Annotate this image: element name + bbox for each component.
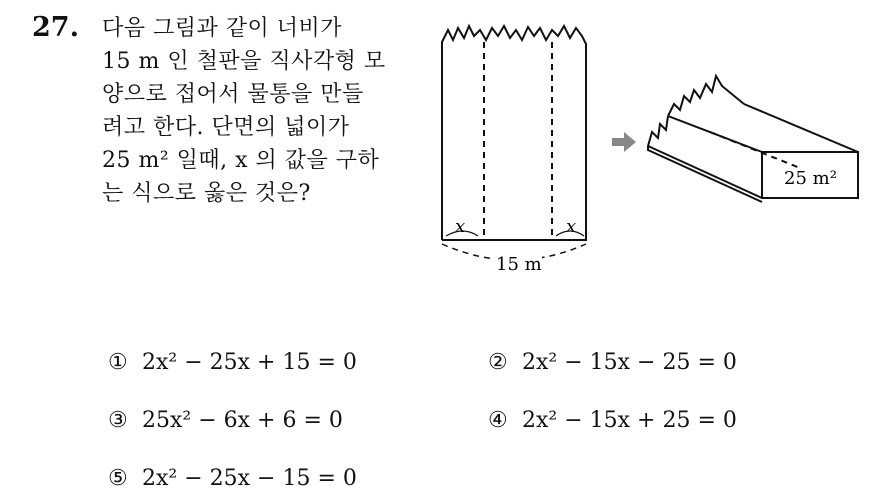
choice-equation: 2x² − 15x − 25 = 0	[522, 350, 737, 375]
choice-mark: ④	[488, 408, 508, 433]
question-line: 25 m² 일때, x 의 값을 구하	[102, 148, 380, 173]
question-line: 다음 그림과 같이 너비가	[102, 16, 343, 41]
choice-mark: ③	[108, 408, 128, 433]
choice-equation: 2x² − 25x − 15 = 0	[142, 466, 357, 491]
x-label-right: x	[566, 216, 577, 237]
choice-1[interactable]	[108, 350, 357, 375]
question-line: 는 식으로 옳은 것은?	[102, 181, 311, 206]
choice-equation: 25x² − 6x + 6 = 0	[142, 408, 343, 433]
area-label: 25 m²	[784, 168, 837, 189]
question-line: 15 m 인 철판을 직사각형 모	[102, 49, 386, 74]
choice-equation: 2x² − 15x + 25 = 0	[522, 408, 737, 433]
choice-mark: ②	[488, 350, 508, 375]
question-line: 양으로 접어서 물통을 만들	[102, 82, 364, 107]
question-number: 27.	[32, 12, 79, 43]
choice-mark: ⑤	[108, 466, 128, 491]
choice-3[interactable]	[108, 408, 343, 433]
width-label: 15 m	[496, 254, 542, 275]
question-line: 려고 한다. 단면의 넓이가	[102, 115, 350, 140]
choice-5[interactable]	[108, 466, 357, 491]
x-label-left: x	[455, 216, 466, 237]
arrow-right-icon	[612, 132, 636, 152]
choice-2[interactable]	[488, 350, 737, 375]
choice-equation: 2x² − 25x + 15 = 0	[142, 350, 357, 375]
choice-mark: ①	[108, 350, 128, 375]
choice-4[interactable]	[488, 408, 737, 433]
